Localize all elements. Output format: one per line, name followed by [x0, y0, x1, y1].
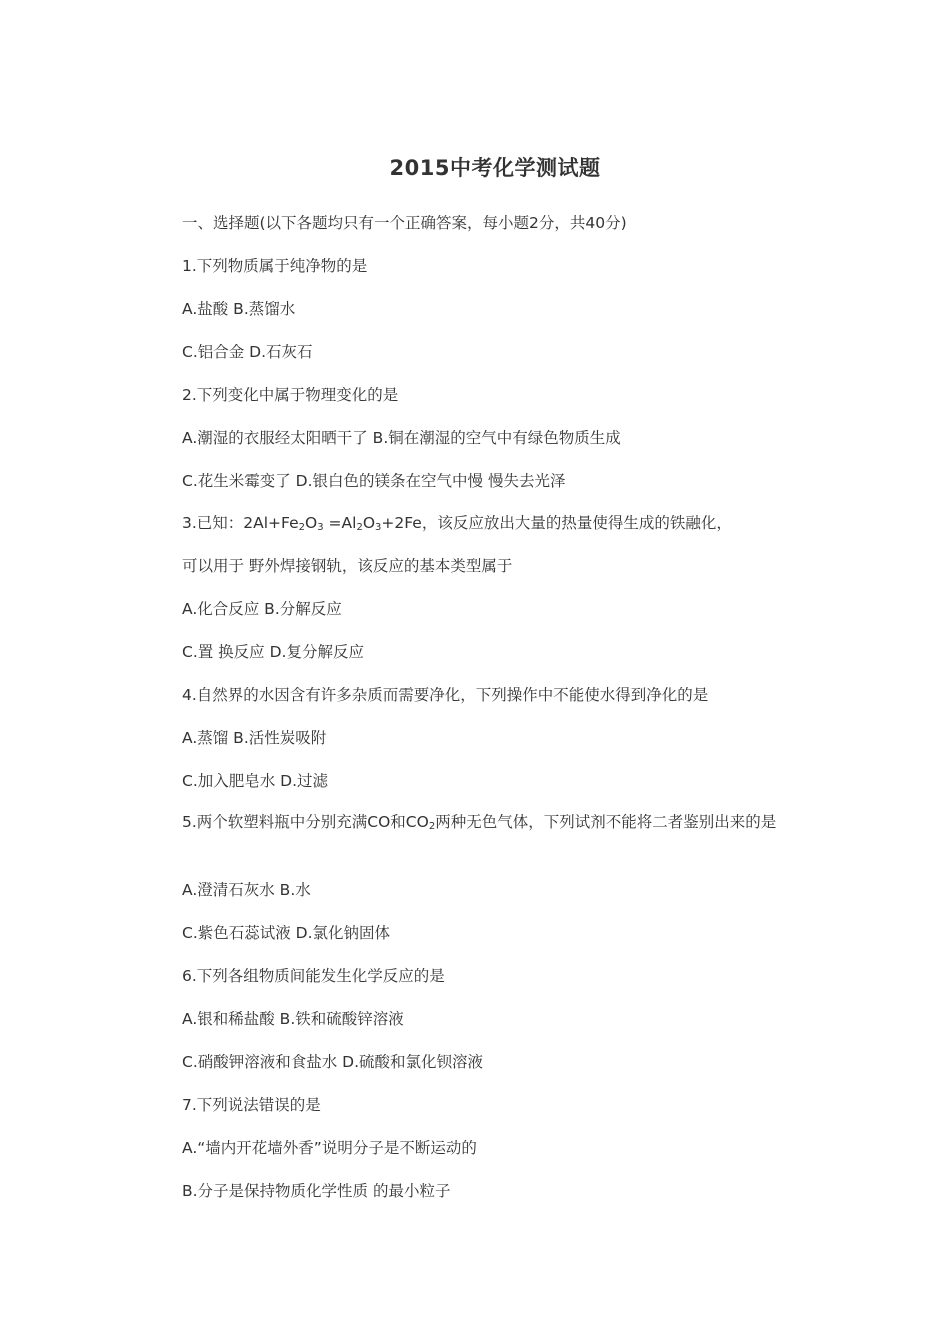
- question-4-stem: 4.自然界的水因含有许多杂质而需要净化，下列操作中不能使水得到净化的是: [182, 686, 709, 704]
- question-1-options-ab: A.盐酸 B.蒸馏水: [182, 300, 296, 318]
- question-5-stem-prefix: 5.两个软塑料瓶中分别充满CO和CO: [182, 813, 429, 831]
- question-5-options-ab: A.澄清石灰水 B.水: [182, 881, 311, 899]
- document-title: 2015中考化学测试题: [389, 156, 601, 180]
- question-6-options-ab: A.银和稀盐酸 B.铁和硫酸锌溶液: [182, 1010, 404, 1028]
- question-1-options-cd: C.铝合金 D.石灰石: [182, 343, 313, 361]
- question-3-stem-part: =Al: [323, 514, 357, 532]
- subscript: 3: [317, 522, 324, 533]
- question-3-stem-part: O: [362, 514, 376, 532]
- question-3-stem: [182, 512, 732, 534]
- subscript: 2: [356, 522, 363, 533]
- question-2-options-ab: A.潮湿的衣服经太阳晒干了 B.铜在潮湿的空气中有绿色物质生成: [182, 429, 621, 447]
- subscript: 2: [298, 522, 306, 533]
- question-5-stem-suffix: 两种无色气体，下列试剂不能将二者鉴别出来的是: [435, 813, 777, 831]
- question-3-stem-suffix: +2Fe，该反应放出大量的热量使得生成的铁融化，: [381, 514, 732, 532]
- question-2-options-cd: C.花生米霉变了 D.银白色的镁条在空气中慢 慢失去光泽: [182, 472, 566, 490]
- question-7-option-a: A.“墙内开花墙外香”说明分子是不断运动的: [182, 1139, 477, 1157]
- question-3-stem-line2: 可以用于 野外焊接钢轨，该反应的基本类型属于: [182, 557, 513, 575]
- question-6-options-cd: C.硝酸钾溶液和食盐水 D.硫酸和氯化钡溶液: [182, 1053, 484, 1071]
- question-7-option-b: B.分子是保持物质化学性质 的最小粒子: [182, 1182, 451, 1200]
- subscript: 2: [428, 821, 436, 832]
- subscript: 3: [375, 522, 382, 533]
- question-3-stem-part: O: [305, 514, 318, 532]
- question-6-stem: 6.下列各组物质间能发生化学反应的是: [182, 967, 445, 985]
- question-3-options-ab: A.化合反应 B.分解反应: [182, 600, 342, 618]
- question-3-stem-prefix: 3.已知：2Al+Fe: [182, 514, 299, 532]
- question-2-stem: 2.下列变化中属于物理变化的是: [182, 386, 399, 404]
- question-3-options-cd: C.置 换反应 D.复分解反应: [182, 643, 364, 661]
- question-5-options-cd: C.紫色石蕊试液 D.氯化钠固体: [182, 924, 391, 942]
- question-1-stem: 1.下列物质属于纯净物的是: [182, 257, 368, 275]
- section-heading: 一、选择题(以下各题均只有一个正确答案，每小题2分，共40分): [182, 214, 627, 232]
- question-7-stem: 7.下列说法错误的是: [182, 1096, 321, 1114]
- question-4-options-cd: C.加入肥皂水 D.过滤: [182, 772, 329, 790]
- question-5-stem: [145, 810, 815, 835]
- question-4-options-ab: A.蒸馏 B.活性炭吸附: [182, 729, 327, 747]
